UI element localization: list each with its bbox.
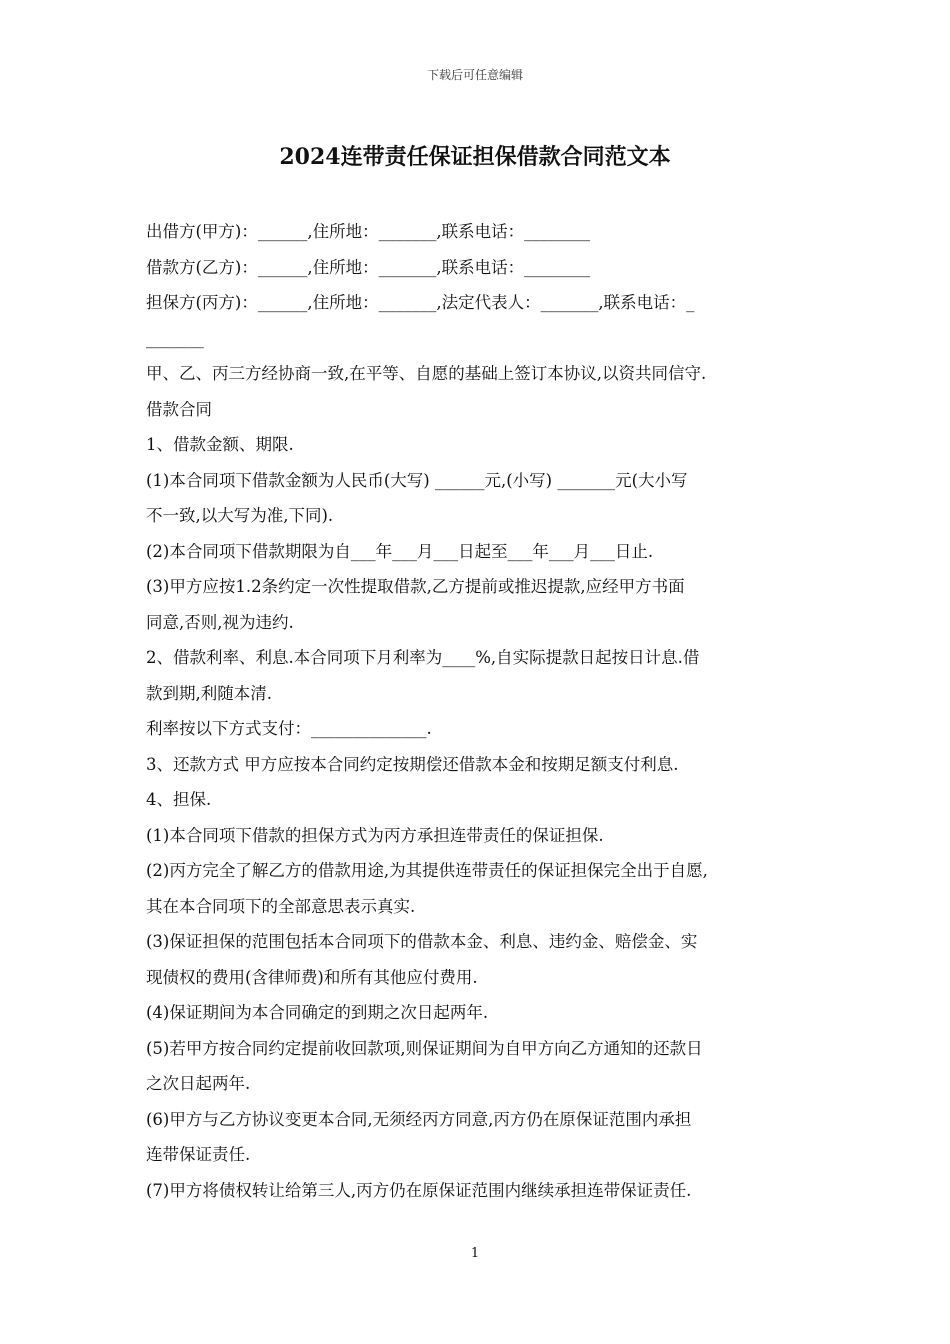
text-line: (6)甲方与乙方协议变更本合同,无须经丙方同意,丙方仍在原保证范围内承担 xyxy=(146,1109,692,1129)
text-line: (1)本合同项下借款金额为人民币(大写) ______元,(小写) _______元(大小写 xyxy=(146,470,688,490)
clause-heading: 2、借款利率、利息.本合同项下月利率为____%,自实际提款日起按日计息.借 xyxy=(146,648,700,667)
text-line: (3)甲方应按1.2条约定一次性提取借款,乙方提前或推迟提款,应经甲方书面 xyxy=(146,577,685,596)
text-line: 出借方(甲方)：______,住所地：_______,联系电话：________ xyxy=(146,222,591,241)
text-line: 款到期,利随本清. xyxy=(146,683,272,703)
clause-heading: 4、担保. xyxy=(146,790,212,809)
text-line: 不一致,以大写为准,下同). xyxy=(146,506,334,525)
page-number: 1 xyxy=(470,1246,480,1261)
text-line: 同意,否则,视为违约. xyxy=(146,612,294,632)
text-line: 其在本合同项下的全部意思表示真实. xyxy=(146,896,416,916)
text-line: 利率按以下方式支付：______________. xyxy=(146,719,432,738)
text-line: 借款方(乙方)：______,住所地：_______,联系电话：________ xyxy=(146,257,591,277)
text-line: (7)甲方将债权转让给第三人,丙方仍在原保证范围内继续承担连带保证责任. xyxy=(146,1180,692,1200)
text-line: 连带保证责任. xyxy=(146,1145,251,1164)
text-line: (2)本合同项下借款期限为自___年___月___日起至___年___月___日止. xyxy=(146,541,654,561)
text-line: 之次日起两年. xyxy=(146,1074,251,1093)
text-line: (3)保证担保的范围包括本合同项下的借款本金、利息、违约金、赔偿金、实 xyxy=(146,932,698,951)
clause-heading: 3、还款方式 甲方应按本合同约定按期偿还借款本金和按期足额支付利息. xyxy=(146,754,679,774)
document-title: 2024连带责任保证担保借款合同范文本 xyxy=(279,144,671,170)
header-note: 下载后可任意编辑 xyxy=(426,68,523,82)
contract-body xyxy=(146,214,811,1208)
clause-heading: 1、借款金额、期限. xyxy=(146,435,294,454)
text-line: 现债权的费用(含律师费)和所有其他应付费用. xyxy=(146,967,478,987)
text-line: (2)丙方完全了解乙方的借款用途,为其提供连带责任的保证担保完全出于自愿, xyxy=(146,861,708,880)
section-heading: 借款合同 xyxy=(146,399,212,419)
text-line: _______ xyxy=(146,328,204,348)
text-line: (5)若甲方按合同约定提前收回款项,则保证期间为自甲方向乙方通知的还款日 xyxy=(146,1038,703,1058)
text-line: (1)本合同项下借款的担保方式为丙方承担连带责任的保证担保. xyxy=(146,825,604,845)
text-line: (4)保证期间为本合同确定的到期之次日起两年. xyxy=(146,1003,489,1022)
text-line: 甲、乙、丙三方经协商一致,在平等、自愿的基础上签订本协议,以资共同信守. xyxy=(146,364,707,383)
text-line: 担保方(丙方)：______,住所地：_______,法定代表人：_______,联系电话：_ xyxy=(146,293,695,312)
